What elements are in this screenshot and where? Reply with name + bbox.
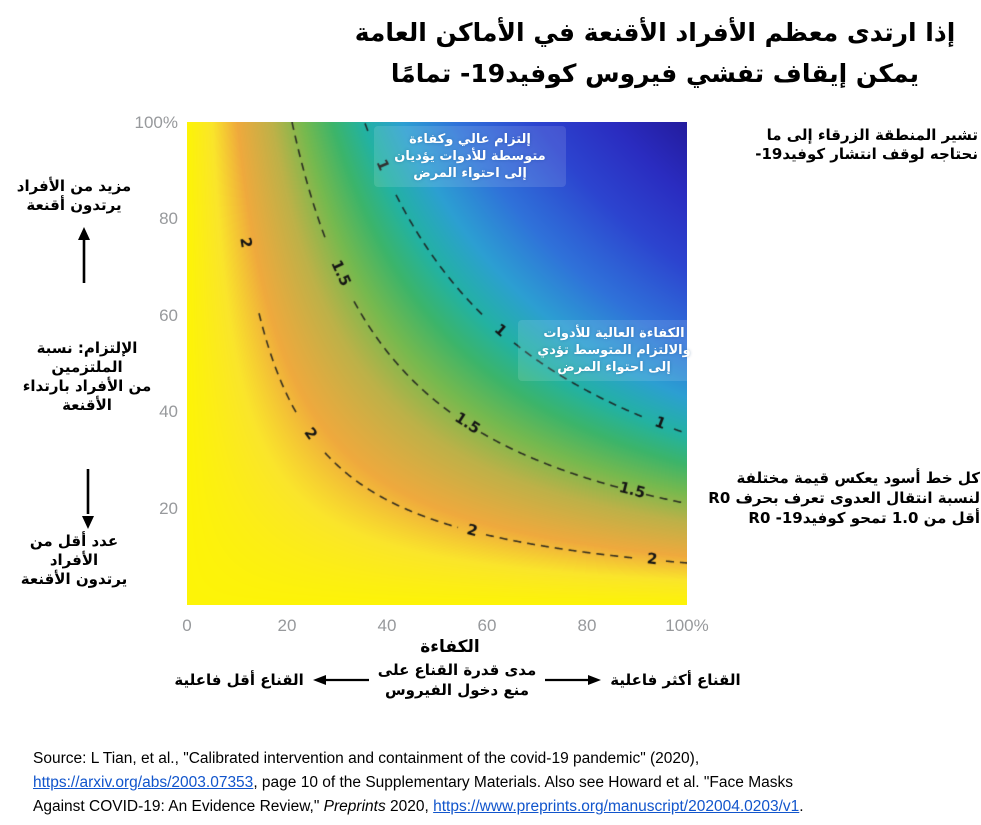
y-tick-100: 100% xyxy=(134,113,178,132)
note-line: الإلتزام: نسبة الملتزمين xyxy=(36,339,138,376)
note-compliance-axis xyxy=(0,339,174,415)
source-line-3b: 2020, xyxy=(385,798,434,815)
y-tick-80: 80 xyxy=(159,209,178,228)
chart-note-line: إلى احتواء المرض xyxy=(413,166,527,181)
x-axis-direction-row xyxy=(95,660,820,700)
chart-note-line: والالتزام المتوسط تؤدي xyxy=(537,343,691,358)
label-more-effective: القناع أكثر فاعلية xyxy=(610,671,741,689)
preprints-link[interactable]: https://www.preprints.org/manuscript/202004.0203/v1 xyxy=(433,798,800,815)
title-line-2: يمكن إيقاف تفشي فيروس كوفيد19- تمامًا xyxy=(390,59,920,88)
note-line: نحتاجه لوقف انتشار كوفيد19- xyxy=(755,145,978,163)
note-line: من الأفراد بارتداء الأقنعة xyxy=(22,377,152,414)
x-tick-20: 20 xyxy=(277,616,297,635)
note-fewer-masks xyxy=(8,532,140,589)
title-line-1: إذا ارتدى معظم الأفراد الأقنعة في الأماكن العامة xyxy=(354,18,956,47)
note-line: كل خط أسود يعكس قيمة مختلفة xyxy=(736,469,980,487)
source-line-3c: . xyxy=(799,798,804,815)
chart-note-line: إلتزام عالي وكفاءة xyxy=(409,132,531,147)
note-line: لنسبة انتقال العدوى تعرف بحرف R0 xyxy=(708,489,980,507)
y-tick-20: 20 xyxy=(159,499,178,518)
chart-note-line: الكفاءة العالية للأدوات xyxy=(543,326,685,341)
chart-note-line: إلى احتواء المرض xyxy=(557,360,671,375)
x-tick-0: 0 xyxy=(182,616,192,635)
note-line: منع دخول الفيروس xyxy=(384,681,530,699)
arxiv-link[interactable]: https://arxiv.org/abs/2003.07353 xyxy=(33,774,254,791)
right-arrow-icon xyxy=(545,674,601,686)
note-more-masks xyxy=(8,177,140,215)
chart-note-high-efficiency xyxy=(518,320,710,381)
note-line: مزيد من الأفراد xyxy=(16,177,132,195)
page-title xyxy=(330,12,980,94)
note-r0 xyxy=(700,468,980,528)
note-line: عدد أقل من الأفراد xyxy=(29,532,119,569)
x-tick-40: 40 xyxy=(377,616,397,635)
x-tick-100: 100% xyxy=(665,616,709,635)
source-line-1: Source: L Tian, et al., "Calibrated intervention and containment of the covid-19 pandemic" (2020), xyxy=(33,750,700,767)
label-mask-ability xyxy=(378,660,536,700)
x-axis-title: الكفاءة xyxy=(420,637,480,657)
note-line: مدى قدرة القناع على xyxy=(377,661,537,679)
y-tick-60: 60 xyxy=(159,306,178,325)
y-tick-40: 40 xyxy=(159,402,178,421)
chart-note-line: متوسطة للأدوات يؤديان xyxy=(394,149,546,164)
down-arrow-icon xyxy=(80,469,96,529)
up-arrow-icon xyxy=(76,227,92,283)
x-tick-60: 60 xyxy=(477,616,497,635)
left-arrow-icon xyxy=(313,674,369,686)
note-line: تشير المنطقة الزرقاء إلى ما xyxy=(766,126,978,144)
chart-note-high-compliance xyxy=(374,126,566,187)
source-line-2: , page 10 of the Supplementary Materials. Also see Howard et al. "Face Masks xyxy=(253,774,793,791)
note-line: يرتدون أقنعة xyxy=(26,196,122,214)
note-blue-region xyxy=(748,126,978,164)
x-tick-80: 80 xyxy=(577,616,597,635)
source-journal-name: Preprints xyxy=(323,798,386,815)
source-citation xyxy=(33,747,958,819)
note-line: يرتدون الأقنعة xyxy=(20,570,128,588)
source-line-3a: Against COVID-19: An Evidence Review," xyxy=(33,798,324,815)
note-line: أقل من 1.0 تمحو كوفيد19- R0 xyxy=(748,509,980,527)
label-less-effective: القناع أقل فاعلية xyxy=(174,671,304,689)
